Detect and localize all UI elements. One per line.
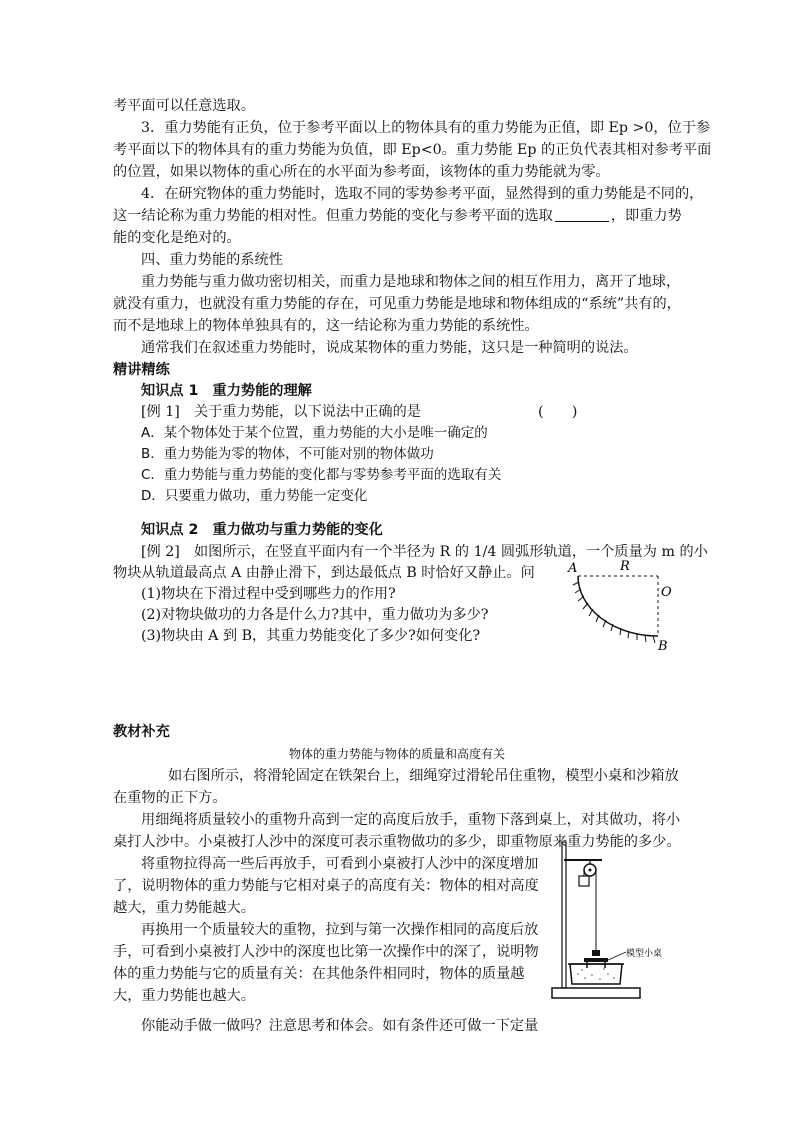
text-line: 如右图所示，将滑轮固定在铁架台上，细绳穿过滑轮吊住重物，模型小桌和沙箱放 bbox=[168, 768, 679, 784]
text-line: 通常我们在叙述重力势能时，说成某物体的重力势能，这只是一种简明的说法。 bbox=[141, 340, 638, 356]
example-question: [例 1] 关于重力势能，以下说法中正确的是 bbox=[141, 404, 421, 420]
figure-label-a: A bbox=[568, 561, 578, 576]
text-line: 了，说明物体的重力势能与它相对桌子的高度有关：物体的相对高度 bbox=[113, 878, 539, 894]
example-question: [例 2] 如图所示，在竖直平面内有一个半径为 R 的 1/4 圆弧形轨道，一个质量为 m 的小 bbox=[141, 544, 708, 560]
text-line: 在重物的正下方。 bbox=[113, 790, 227, 806]
fill-in-blank[interactable] bbox=[555, 207, 609, 222]
text-line: 桌打人沙中。小桌被打人沙中的深度可表示重物做功的多少，即重物原来重力势能的多少。 bbox=[113, 834, 681, 850]
text-line: 而不是地球上的物体单独具有的，这一结论称为重力势能的系统性。 bbox=[113, 318, 539, 334]
option-a: A．某个物体处于某个位置，重力势能的大小是唯一确定的 bbox=[141, 425, 488, 441]
pulley-apparatus-figure bbox=[540, 838, 690, 1006]
text-line: 考平面可以任意选取。 bbox=[113, 98, 255, 114]
text-line: 你能动手做一做吗？注意思考和体会。如有条件还可做一下定量 bbox=[141, 1018, 539, 1034]
example-question: 物块从轨道最高点 A 由静止滑下，到达最低点 B 时恰好又静止。问 bbox=[113, 565, 535, 581]
sub-question: (2)对物块做功的力各是什么力?其中，重力做功为多少? bbox=[141, 607, 489, 623]
sub-question: (1)物块在下滑过程中受到哪些力的作用? bbox=[141, 586, 396, 602]
option-b: B．重力势能为零的物体，不可能对别的物体做功 bbox=[141, 446, 434, 462]
option-d: D．只要重力做功，重力势能一定变化 bbox=[141, 488, 368, 504]
figure-label-b: B bbox=[658, 639, 668, 654]
quarter-arc-figure bbox=[560, 558, 690, 654]
text-line: 4．在研究物体的重力势能时，选取不同的零势参考平面，显然得到的重力势能是不同的， bbox=[141, 186, 704, 202]
text-line: 再换用一个质量较大的重物，拉到与第一次操作相同的高度后放 bbox=[141, 922, 539, 938]
text-line: 用细绳将质量较小的重物升高到一定的高度后放手，重物下落到桌上，对其做功，将小 bbox=[141, 812, 681, 828]
knowledge-point-heading: 知识点 2 重力做功与重力势能的变化 bbox=[141, 522, 383, 538]
sub-question: (3)物块由 A 到 B，其重力势能变化了多少?如何变化? bbox=[141, 628, 481, 644]
section-heading: 精讲精练 bbox=[113, 362, 170, 378]
figure-label-r: R bbox=[620, 559, 630, 574]
text-line: 的位置，如果以物体的重心所在的水平面为参考面，该物体的重力势能就为零。 bbox=[113, 164, 610, 180]
text-line: 将重物拉得高一些后再放手，可看到小桌被打人沙中的深度增加 bbox=[141, 856, 539, 872]
knowledge-point-heading: 知识点 1 重力势能的理解 bbox=[141, 383, 312, 399]
text-line: 大，重力势能也越大。 bbox=[113, 988, 255, 1004]
figure-label-model-table: 模型小桌 bbox=[626, 949, 663, 959]
option-c: C．重力势能与重力势能的变化都与零势参考平面的选取有关 bbox=[141, 467, 502, 483]
text-line: 体的重力势能与它的质量有关：在其他条件相同时，物体的质量越 bbox=[113, 966, 525, 982]
text-line bbox=[113, 206, 682, 226]
answer-parens: ( ) bbox=[538, 404, 578, 420]
section-subheading: 四、重力势能的系统性 bbox=[141, 252, 283, 268]
text-line: 重力势能与重力做功密切相关，而重力是地球和物体之间的相互作用力，离开了地球， bbox=[141, 274, 681, 290]
figure-label-o: O bbox=[661, 585, 672, 600]
text-line: 3．重力势能有正负，位于参考平面以上的物体具有的重力势能为正值，即 Ep >0，位于参 bbox=[141, 120, 711, 136]
text-line: 手，可看到小桌被打人沙中的深度也比第一次操作中的深了，说明物 bbox=[113, 944, 539, 960]
text-fragment: ，即重力势 bbox=[610, 208, 682, 224]
text-line: 能的变化是绝对的。 bbox=[113, 230, 241, 246]
text-line: 考平面以下的物体具有的重力势能为负值，即 Ep<0。重力势能 Ep 的正负代表其相对参考平面 bbox=[113, 142, 712, 158]
section-heading: 教材补充 bbox=[113, 724, 170, 740]
text-fragment: 这一结论称为重力势能的相对性。但重力势能的变化与参考平面的选取 bbox=[113, 208, 553, 224]
text-line: 就没有重力，也就没有重力势能的存在，可见重力势能是地球和物体组成的“系统”共有的， bbox=[113, 296, 681, 312]
section-title: 物体的重力势能与物体的质量和高度有关 bbox=[288, 747, 505, 761]
text-line: 越大，重力势能越大。 bbox=[113, 900, 255, 916]
